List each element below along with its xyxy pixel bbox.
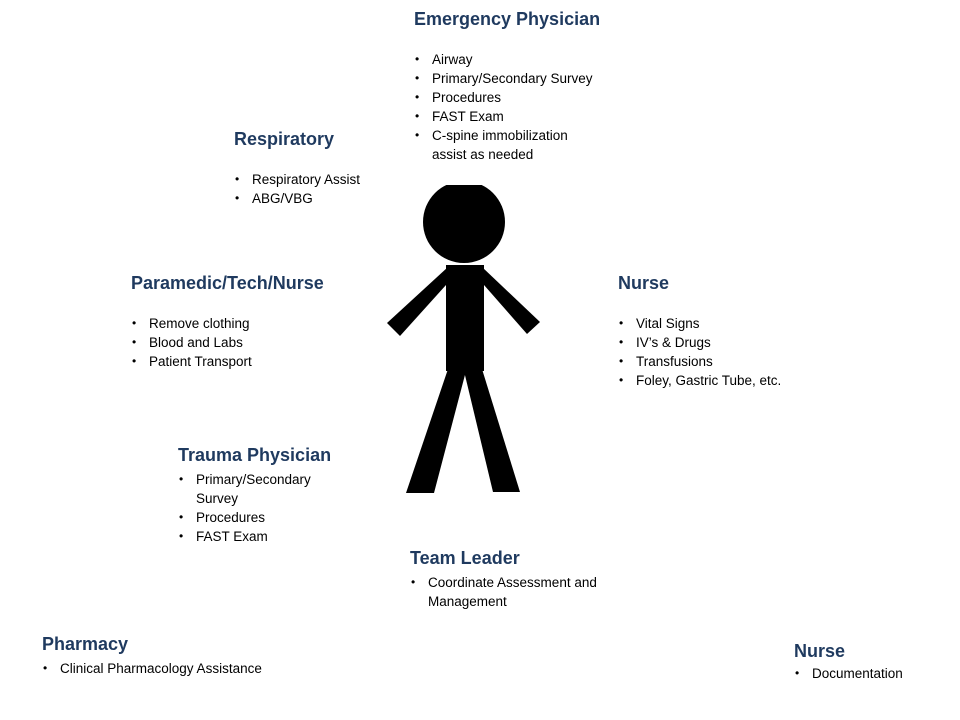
task-item: • ABG/VBG xyxy=(234,189,360,208)
figure-right-leg xyxy=(464,369,520,492)
patient-stick-figure-icon xyxy=(386,185,546,500)
task-item: • Patient Transport xyxy=(131,352,324,371)
figure-right-arm xyxy=(482,267,540,334)
role-paramedic-tech-nurse xyxy=(131,272,324,371)
task-item: • Vital Signs xyxy=(618,314,781,333)
figure-head xyxy=(423,185,505,263)
task-item: • Airway xyxy=(414,50,600,69)
task-item: • FAST Exam xyxy=(178,527,331,546)
role-emergency-physician xyxy=(414,8,600,164)
figure-left-arm xyxy=(387,267,448,336)
role-title: Nurse xyxy=(794,641,846,661)
task-item: • Foley, Gastric Tube, etc. xyxy=(618,371,781,390)
task-item-continuation: assist as needed xyxy=(432,147,534,162)
role-task-list xyxy=(42,659,262,678)
task-item: • Blood and Labs xyxy=(131,333,324,352)
task-item: • Procedures xyxy=(414,88,600,107)
role-title: Team Leader xyxy=(410,548,520,568)
role-nurse-bottom xyxy=(794,640,903,683)
task-item-continuation: Management xyxy=(428,594,507,609)
role-task-list xyxy=(178,470,331,546)
role-nurse-right xyxy=(618,272,781,390)
task-item: • Procedures xyxy=(178,508,331,527)
role-title: Emergency Physician xyxy=(414,9,601,29)
task-item: • Documentation xyxy=(794,664,903,683)
task-item: • Primary/Secondary Survey xyxy=(414,69,600,88)
role-task-list xyxy=(414,50,600,164)
role-title: Respiratory xyxy=(234,129,335,149)
task-item: • Respiratory Assist xyxy=(234,170,360,189)
role-task-list xyxy=(234,170,360,208)
task-item: • Remove clothing xyxy=(131,314,324,333)
role-team-leader xyxy=(410,547,597,611)
figure-left-leg xyxy=(406,369,466,493)
task-item: • FAST Exam xyxy=(414,107,600,126)
task-item: • IV’s & Drugs xyxy=(618,333,781,352)
role-task-list xyxy=(794,664,903,683)
figure-torso xyxy=(446,265,484,371)
role-title: Paramedic/Tech/Nurse xyxy=(131,273,324,293)
role-task-list xyxy=(410,573,597,611)
role-title: Pharmacy xyxy=(42,634,129,654)
role-title: Nurse xyxy=(618,273,670,293)
task-item: • Coordinate Assessment and xyxy=(410,573,597,592)
role-respiratory xyxy=(234,128,360,208)
task-item: • Primary/Secondary xyxy=(178,470,331,489)
task-item: • C-spine immobilization xyxy=(414,126,600,145)
role-trauma-physician xyxy=(178,444,331,546)
role-task-list xyxy=(131,314,324,371)
task-item-continuation: Survey xyxy=(196,491,239,506)
task-item: • Clinical Pharmacology Assistance xyxy=(42,659,262,678)
task-item: • Transfusions xyxy=(618,352,781,371)
role-task-list xyxy=(618,314,781,390)
role-title: Trauma Physician xyxy=(178,445,332,465)
role-pharmacy xyxy=(42,633,262,678)
